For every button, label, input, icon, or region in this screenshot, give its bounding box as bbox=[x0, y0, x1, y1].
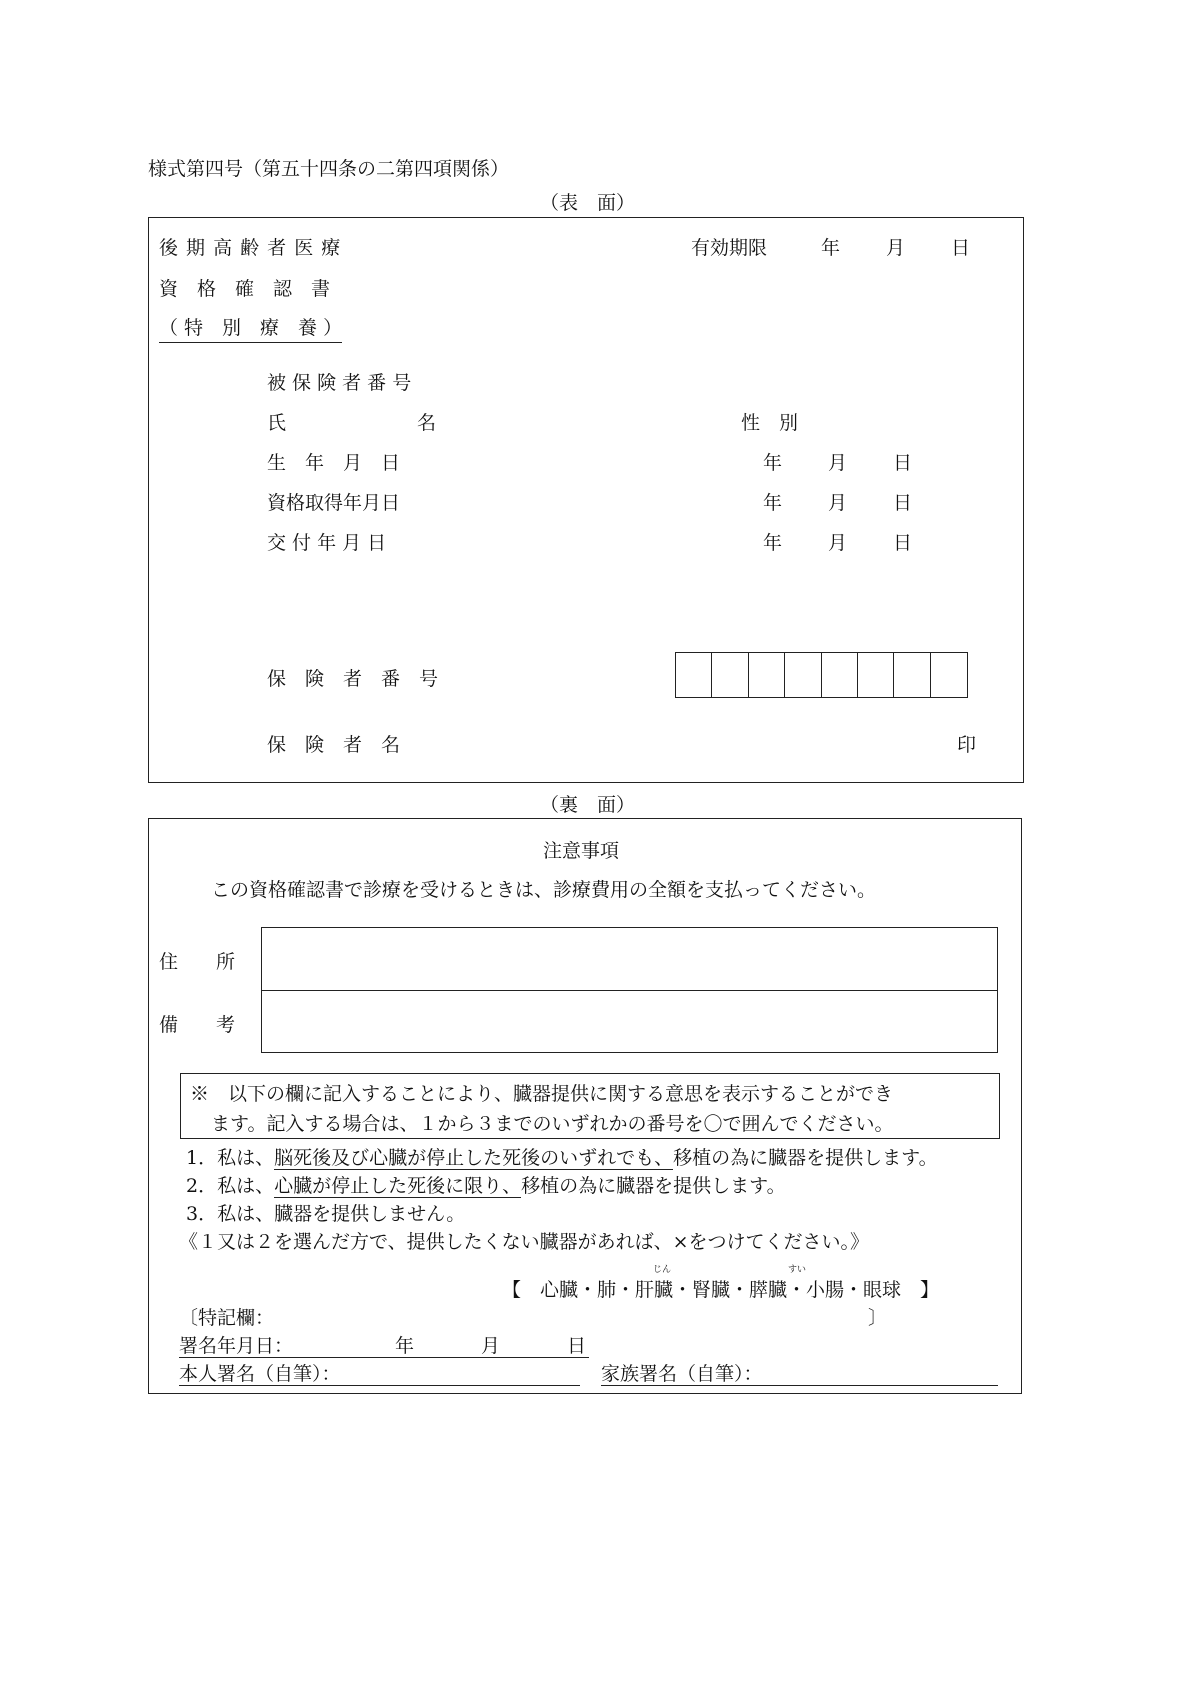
insurer-number-cell[interactable] bbox=[931, 653, 967, 697]
acquired-year: 年 bbox=[763, 492, 783, 514]
option-3[interactable]: 3．私は、臓器を提供しません。 bbox=[186, 1203, 466, 1225]
address-field[interactable] bbox=[262, 928, 997, 991]
issued-year: 年 bbox=[763, 532, 783, 554]
title-line-1: 後 期 高 齢 者 医 療 bbox=[159, 237, 342, 259]
expiry-year: 年 bbox=[821, 237, 841, 259]
expiry-day: 日 bbox=[951, 237, 971, 259]
back-card bbox=[148, 818, 1022, 1394]
family-signature-label: 家族署名（自筆）： bbox=[601, 1363, 763, 1385]
organ-note-line-1: ※ 以下の欄に記入することにより、臓器提供に関する意思を表示することができ bbox=[190, 1083, 894, 1105]
birth-date-label: 生 年 月 日 bbox=[267, 452, 401, 474]
seal-label: 印 bbox=[957, 734, 977, 756]
insured-number-label: 被 保 険 者 番 号 bbox=[267, 372, 412, 394]
acquired-day: 日 bbox=[893, 492, 913, 514]
insurer-number-label: 保 険 者 番 号 bbox=[267, 668, 439, 690]
family-signature-line[interactable] bbox=[601, 1385, 998, 1386]
insurer-number-grid[interactable] bbox=[675, 652, 968, 698]
issued-month: 月 bbox=[828, 532, 848, 554]
insurer-name-label: 保 険 者 名 bbox=[267, 734, 401, 756]
option-1-underlined: 脳死後及び心臓が停止した死後のいずれでも、 bbox=[274, 1147, 674, 1169]
remarks-label: 備 考 bbox=[159, 1014, 236, 1036]
acquired-date-label: 資格取得年月日 bbox=[267, 492, 401, 514]
title-line-2: 資 格 確 認 書 bbox=[159, 278, 331, 300]
notice-text: この資格確認書で診療を受けるときは、診療費用の全額を支払ってください。 bbox=[211, 879, 877, 901]
remarks-field[interactable] bbox=[262, 991, 997, 1052]
option-2-underlined: 心臓が停止した死後に限り、 bbox=[274, 1175, 522, 1197]
address-remarks-table bbox=[261, 927, 998, 1053]
address-label: 住 所 bbox=[159, 951, 236, 973]
name-label-first: 氏 bbox=[267, 412, 287, 434]
issued-day: 日 bbox=[893, 532, 913, 554]
front-card bbox=[148, 217, 1024, 783]
expiry-label: 有効期限 bbox=[691, 237, 768, 259]
insurer-number-cell[interactable] bbox=[749, 653, 785, 697]
organ-instruction: 《１又は２を選んだ方で、提供したくない臓器があれば、×をつけてください。》 bbox=[179, 1231, 870, 1253]
back-label: （裏 面） bbox=[540, 794, 636, 816]
self-signature-line[interactable] bbox=[179, 1385, 580, 1386]
insurer-number-cell[interactable] bbox=[712, 653, 748, 697]
ruby-jin: じん bbox=[653, 1265, 672, 1275]
insurer-number-cell[interactable] bbox=[785, 653, 821, 697]
issued-date-label: 交 付 年 月 日 bbox=[267, 532, 387, 554]
front-label: （表 面） bbox=[540, 192, 636, 214]
option-1[interactable] bbox=[186, 1143, 938, 1170]
sign-day: 日 bbox=[567, 1335, 587, 1357]
option-1-prefix: 1．私は、 bbox=[186, 1147, 275, 1169]
sign-date-label: 署名年月日： bbox=[179, 1335, 294, 1357]
sign-date-line[interactable] bbox=[179, 1357, 589, 1358]
acquired-month: 月 bbox=[828, 492, 848, 514]
birth-day: 日 bbox=[893, 452, 913, 474]
ruby-sui: すい bbox=[788, 1265, 807, 1275]
insurer-number-cell[interactable] bbox=[676, 653, 712, 697]
birth-year: 年 bbox=[763, 452, 783, 474]
insurer-number-cell[interactable] bbox=[822, 653, 858, 697]
sign-year: 年 bbox=[395, 1335, 415, 1357]
organ-list[interactable]: 【 心臓・肺・肝臓・腎臓・膵臓・小腸・眼球 】 bbox=[502, 1279, 940, 1301]
organ-note-line-2: ます。記入する場合は、１から３までのいずれかの番号を〇で囲んでください。 bbox=[211, 1113, 894, 1135]
special-note-close: 〕 bbox=[868, 1307, 888, 1329]
form-number: 様式第四号（第五十四条の二第四項関係） bbox=[148, 158, 510, 180]
title-line-3: （ 特 別 療 養 ） bbox=[159, 313, 342, 343]
insurer-number-cell[interactable] bbox=[894, 653, 930, 697]
birth-month: 月 bbox=[828, 452, 848, 474]
option-2-prefix: 2．私は、 bbox=[186, 1175, 275, 1197]
option-2-suffix: 移植の為に臓器を提供します。 bbox=[521, 1175, 786, 1197]
notice-title: 注意事項 bbox=[543, 840, 620, 862]
option-2[interactable] bbox=[186, 1171, 786, 1198]
option-1-suffix: 移植の為に臓器を提供します。 bbox=[673, 1147, 938, 1169]
organ-note-box bbox=[180, 1073, 1000, 1139]
insurer-number-cell[interactable] bbox=[858, 653, 894, 697]
sign-month: 月 bbox=[481, 1335, 501, 1357]
name-label-second: 名 bbox=[417, 412, 437, 434]
self-signature-label: 本人署名（自筆）： bbox=[179, 1363, 341, 1385]
special-note-open: 〔特記欄： bbox=[179, 1307, 275, 1329]
expiry-month: 月 bbox=[886, 237, 906, 259]
sex-label: 性 別 bbox=[741, 412, 799, 434]
